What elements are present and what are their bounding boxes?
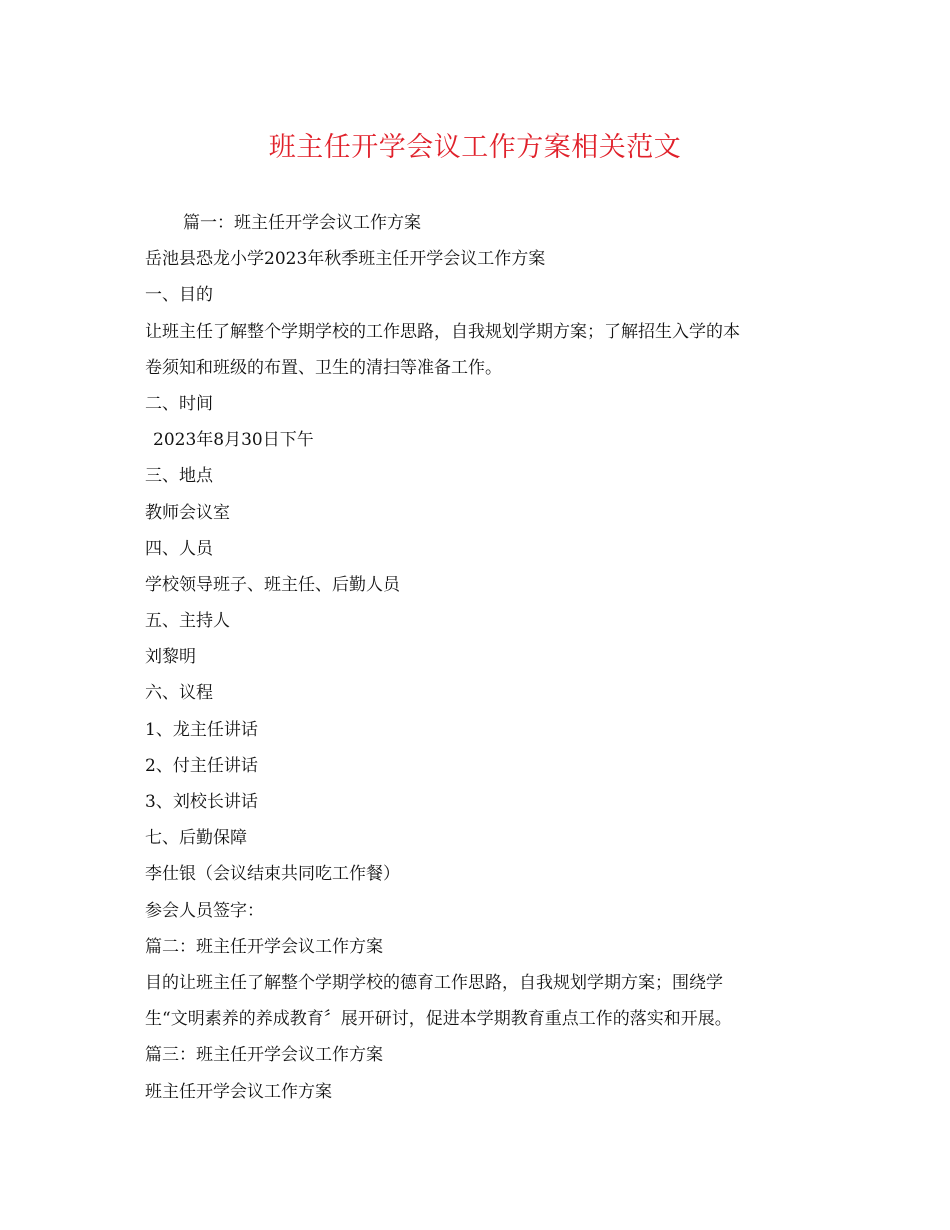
section-heading-1: 篇一：班主任开学会议工作方案 [183,213,421,233]
paragraph-line: 李仕银（会议结束共同吃工作餐） [145,864,400,885]
heading-location: 三、地点 [145,466,213,487]
paragraph-line: 刘黎明 [145,647,196,668]
paragraph-line: 让班主任了解整个学期学校的工作思路，自我规划学期方案；了解招生入学的本 [145,321,740,342]
paragraph-line: 参会人员签字： [145,900,264,921]
document-title: 班主任开学会议工作方案相关范文 [268,132,682,163]
heading-purpose: 一、目的 [145,285,213,306]
document-body [145,205,815,1110]
heading-personnel: 四、人员 [145,538,213,559]
paragraph-line: 学校领导班子、班主任、后勤人员 [145,574,400,595]
paragraph-line: 卷须知和班级的布置、卫生的清扫等准备工作。 [145,357,502,378]
list-item: 2、付主任讲话 [145,755,258,776]
heading-logistics: 七、后勤保障 [145,828,247,849]
section-heading-2: 篇二：班主任开学会议工作方案 [145,936,383,957]
paragraph-line: 目的让班主任了解整个学期学校的德育工作思路，自我规划学期方案；围绕学 [145,972,723,993]
section-heading-3: 篇三：班主任开学会议工作方案 [145,1045,383,1066]
paragraph-line: 班主任开学会议工作方案 [145,1081,332,1102]
heading-host: 五、主持人 [145,611,230,632]
heading-time: 二、时间 [145,393,213,414]
list-item: 1、龙主任讲话 [145,719,258,740]
list-item: 3、刘校长讲话 [145,792,258,812]
paragraph-line: 2023年8月30日下午 [153,430,314,451]
paragraph-line: 教师会议室 [145,502,230,523]
paragraph-line: 岳池县恐龙小学2023年秋季班主任开学会议工作方案 [145,249,546,270]
paragraph-line: 生“文明素养的养成教育〞展开研讨，促进本学期教育重点工作的落实和开展。 [145,1009,732,1030]
heading-agenda: 六、议程 [145,683,213,704]
